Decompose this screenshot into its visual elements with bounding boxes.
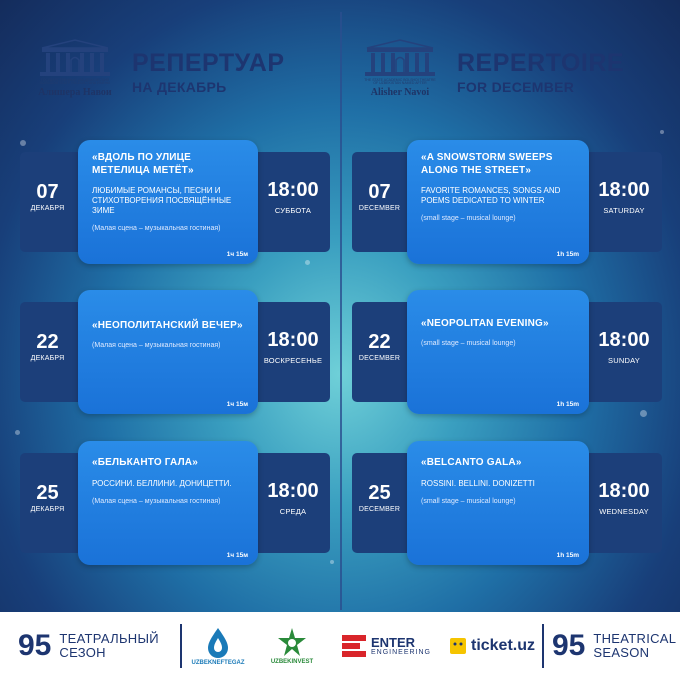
event-time-value: 18:00 (267, 480, 319, 502)
event-title: «BELCANTO GALA» (421, 457, 522, 468)
event-row[interactable] (20, 302, 330, 408)
sponsor-label: ticket.uz (470, 637, 535, 654)
event-time (258, 481, 328, 516)
event-duration: 1ч 15м (226, 552, 248, 559)
page-subtitle: НА ДЕКАБРЬ (132, 78, 227, 95)
event-card[interactable] (78, 441, 258, 565)
event-time-value: 18:00 (267, 329, 319, 351)
event-date (352, 483, 407, 513)
event-time-value: 18:00 (598, 480, 650, 502)
event-venue: (small stage – musical lounge) (421, 215, 516, 222)
season-number: 95 (552, 629, 586, 662)
sponsor-ticket[interactable] (442, 637, 542, 655)
event-card[interactable] (407, 290, 589, 414)
sponsor-uzbekinvest[interactable] (254, 627, 330, 665)
footer (0, 612, 680, 680)
event-time-value: 18:00 (598, 179, 650, 201)
sponsor-label: UZBEKNEFTEGAZ (191, 660, 245, 666)
event-venue: (Малая сцена – музыкальная гостиная) (92, 497, 221, 505)
event-description: РОССИНИ. БЕЛЛИНИ. ДОНИЦЕТТИ. (92, 478, 232, 488)
event-day: 25 (36, 482, 59, 504)
event-card[interactable] (78, 140, 258, 264)
event-row[interactable] (20, 152, 330, 258)
event-day: 07 (36, 181, 59, 203)
event-time (258, 180, 328, 215)
gas-drop-icon (205, 626, 231, 658)
event-venue: (small stage – musical lounge) (421, 497, 516, 505)
event-card[interactable] (407, 140, 589, 264)
event-day: 22 (368, 331, 391, 353)
star-emblem-icon (277, 627, 307, 657)
sponsor-enter-engineering[interactable] (330, 633, 442, 659)
logo-name: Alisher Navoi (370, 87, 430, 99)
event-date (352, 332, 407, 362)
theatre-logo (355, 38, 445, 108)
column-divider (340, 12, 342, 610)
event-weekday: СРЕДА (279, 507, 307, 516)
event-month: DECEMBER (358, 506, 401, 513)
season-left (18, 629, 180, 663)
event-card[interactable] (407, 441, 589, 565)
event-description: FAVORITE ROMANCES, SONGS AND POEMS DEDICATED TO WINTER (421, 186, 561, 205)
header-russian (30, 35, 285, 110)
footer-divider (542, 624, 544, 668)
sponsor-uzbekneftegaz[interactable] (182, 626, 254, 666)
event-time (589, 481, 659, 516)
event-date (20, 182, 75, 212)
event-time-value: 18:00 (267, 179, 319, 201)
theatre-logo (30, 38, 120, 108)
header-english (355, 35, 624, 110)
page-subtitle: FOR DECEMBER (457, 78, 575, 95)
event-card[interactable] (78, 290, 258, 414)
event-day: 07 (368, 181, 391, 203)
page-title: РЕПЕРТУАР (132, 48, 285, 77)
event-time (589, 330, 659, 365)
event-weekday: SATURDAY (603, 206, 645, 215)
event-duration: 1h 15m (556, 401, 579, 408)
event-row[interactable] (352, 302, 662, 408)
season-label-line2: SEASON (593, 645, 650, 660)
sponsor-label: ENTER (370, 635, 416, 650)
event-time (258, 330, 328, 365)
event-weekday: СУББОТА (274, 206, 312, 215)
event-month: DECEMBER (358, 205, 401, 212)
season-label-line1: THEATRICAL (593, 630, 677, 646)
ticket-icon (449, 637, 467, 655)
event-venue: (Малая сцена – музыкальная гостиная) (92, 341, 221, 349)
event-duration: 1h 15m (556, 552, 579, 559)
season-label (593, 632, 676, 661)
event-month: ДЕКАБРЯ (30, 506, 65, 513)
season-label-line1: ТЕАТРАЛЬНЫЙ (59, 630, 159, 646)
event-title: «NEOPOLITAN EVENING» (421, 318, 549, 329)
event-month: DECEMBER (358, 355, 401, 362)
sponsor-label: UZBEKINVEST (270, 659, 314, 665)
event-time (589, 180, 659, 215)
event-month: ДЕКАБРЯ (30, 355, 65, 362)
event-title: «A SNOWSTORM SWEEPS ALONG THE STREET» (421, 152, 553, 176)
event-date (20, 332, 75, 362)
season-label (59, 632, 159, 661)
enter-e-icon (341, 633, 367, 659)
page-title: REPERTOIRE (457, 48, 625, 77)
theatre-building-icon (363, 38, 437, 78)
event-weekday: SUNDAY (608, 356, 640, 365)
event-day: 22 (36, 331, 59, 353)
event-description: ROSSINI. BELLINI. DONIZETTI (421, 478, 535, 488)
event-date (352, 182, 407, 212)
sponsor-sublabel: ENGINEERING (370, 649, 431, 656)
season-label-line2: СЕЗОН (59, 645, 106, 660)
event-title: «ВДОЛЬ ПО УЛИЦЕ МЕТЕЛИЦА МЕТЁТ» (92, 152, 194, 176)
event-description: ЛЮБИМЫЕ РОМАНСЫ, ПЕСНИ И СТИХОТВОРЕНИЯ ПОСВЯЩЁННЫЕ ЗИМЕ (92, 186, 232, 215)
event-title: «НЕОПОЛИТАНСКИЙ ВЕЧЕР» (92, 320, 243, 331)
theatre-building-icon (38, 38, 112, 78)
event-weekday: WEDNESDAY (599, 507, 649, 516)
event-month: ДЕКАБРЯ (30, 205, 65, 212)
logo-name: Алишера Навои (38, 87, 112, 99)
event-date (20, 483, 75, 513)
event-weekday: ВОСКРЕСЕНЬЕ (263, 356, 323, 365)
event-duration: 1ч 15м (226, 251, 248, 258)
event-row[interactable] (352, 453, 662, 559)
event-row[interactable] (352, 152, 662, 258)
season-number: 95 (18, 629, 52, 662)
event-duration: 1ч 15м (226, 401, 248, 408)
event-venue: (Малая сцена – музыкальная гостиная) (92, 225, 221, 232)
season-right (552, 629, 676, 663)
event-venue: (small stage – musical lounge) (421, 339, 516, 347)
event-title: «БЕЛЬКАНТО ГАЛА» (92, 457, 198, 468)
event-duration: 1h 15m (556, 251, 579, 258)
logo-small-text: THE STATE ACADEMIC BOLSHOI THEATRE OF UZBEKISTAN NAMED AFTER (364, 77, 436, 86)
logo-small-text: ГОСУДАРСТВЕННЫЙ АКАДЕМИЧЕСКИЙ БОЛЬШОЙ ТЕАТР УЗБЕКИСТАНА ИМЕНИ (40, 77, 110, 86)
event-time-value: 18:00 (598, 329, 650, 351)
event-day: 25 (368, 482, 391, 504)
event-row[interactable] (20, 453, 330, 559)
